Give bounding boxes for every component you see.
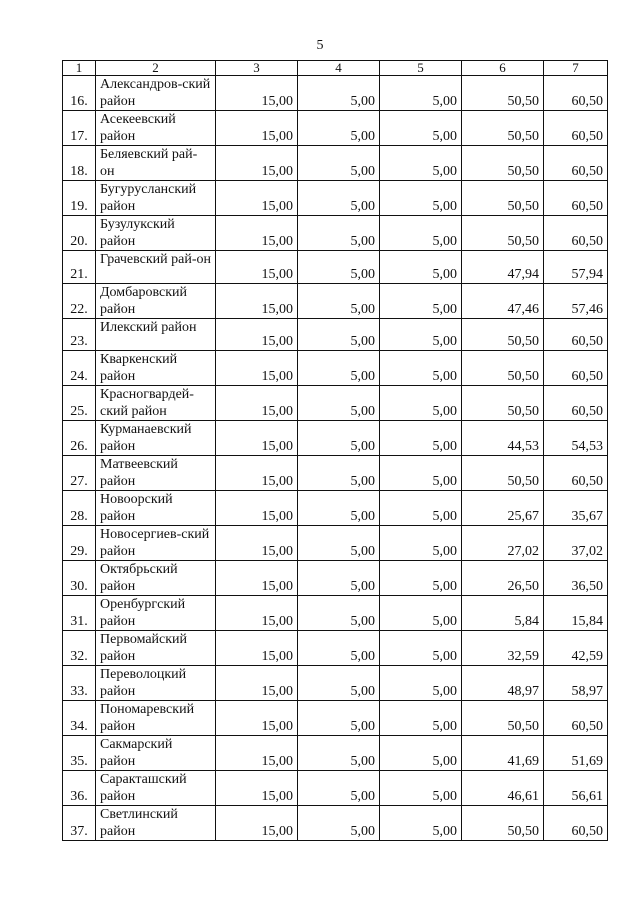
col-5-value: 5,00 xyxy=(380,561,462,596)
table-row xyxy=(63,283,608,318)
col-5-value: 5,00 xyxy=(380,283,462,318)
district-name: Асекеевский район xyxy=(96,111,216,146)
table-row xyxy=(63,561,608,596)
col-4-value: 5,00 xyxy=(298,146,380,181)
district-name: Александров-ский район xyxy=(96,76,216,111)
col-4-value: 5,00 xyxy=(298,771,380,806)
header-col-4: 4 xyxy=(298,61,380,76)
col-6-value: 50,50 xyxy=(462,146,544,181)
col-7-value: 35,67 xyxy=(544,491,608,526)
col-3-value: 15,00 xyxy=(216,561,298,596)
district-name: Бугурусланский район xyxy=(96,181,216,216)
header-col-2: 2 xyxy=(96,61,216,76)
header-row xyxy=(63,61,608,76)
col-7-value: 60,50 xyxy=(544,456,608,491)
col-6-value: 50,50 xyxy=(462,111,544,146)
col-7-value: 60,50 xyxy=(544,701,608,736)
col-3-value: 15,00 xyxy=(216,701,298,736)
col-4-value: 5,00 xyxy=(298,386,380,421)
col-5-value: 5,00 xyxy=(380,111,462,146)
col-5-value: 5,00 xyxy=(380,596,462,631)
row-number: 16. xyxy=(63,76,96,111)
col-3-value: 15,00 xyxy=(216,181,298,216)
col-4-value: 5,00 xyxy=(298,421,380,456)
col-4-value: 5,00 xyxy=(298,283,380,318)
row-number: 26. xyxy=(63,421,96,456)
col-7-value: 60,50 xyxy=(544,146,608,181)
col-4-value: 5,00 xyxy=(298,701,380,736)
col-6-value: 50,50 xyxy=(462,76,544,111)
col-7-value: 37,02 xyxy=(544,526,608,561)
table-row xyxy=(63,318,608,351)
col-5-value: 5,00 xyxy=(380,76,462,111)
col-6-value: 50,50 xyxy=(462,386,544,421)
table-row xyxy=(63,351,608,386)
table-row xyxy=(63,666,608,701)
col-6-value: 50,50 xyxy=(462,318,544,351)
header-col-6: 6 xyxy=(462,61,544,76)
col-5-value: 5,00 xyxy=(380,146,462,181)
col-7-value: 58,97 xyxy=(544,666,608,701)
row-number: 28. xyxy=(63,491,96,526)
col-5-value: 5,00 xyxy=(380,181,462,216)
col-3-value: 15,00 xyxy=(216,456,298,491)
header-col-3: 3 xyxy=(216,61,298,76)
col-3-value: 15,00 xyxy=(216,76,298,111)
district-name: Переволоцкий район xyxy=(96,666,216,701)
col-6-value: 46,61 xyxy=(462,771,544,806)
col-6-value: 50,50 xyxy=(462,216,544,251)
header-col-7: 7 xyxy=(544,61,608,76)
district-name: Бузулукский район xyxy=(96,216,216,251)
row-number: 34. xyxy=(63,701,96,736)
col-6-value: 44,53 xyxy=(462,421,544,456)
row-number: 37. xyxy=(63,806,96,841)
col-5-value: 5,00 xyxy=(380,318,462,351)
row-number: 24. xyxy=(63,351,96,386)
col-7-value: 60,50 xyxy=(544,111,608,146)
col-5-value: 5,00 xyxy=(380,666,462,701)
district-table xyxy=(62,60,608,841)
col-3-value: 15,00 xyxy=(216,216,298,251)
district-name: Новоорский район xyxy=(96,491,216,526)
row-number: 20. xyxy=(63,216,96,251)
table-row xyxy=(63,76,608,111)
row-number: 32. xyxy=(63,631,96,666)
col-5-value: 5,00 xyxy=(380,771,462,806)
district-name: Грачевский рай-он xyxy=(96,251,216,284)
col-5-value: 5,00 xyxy=(380,631,462,666)
col-3-value: 15,00 xyxy=(216,491,298,526)
table-row xyxy=(63,526,608,561)
row-number: 31. xyxy=(63,596,96,631)
table-row xyxy=(63,771,608,806)
col-6-value: 26,50 xyxy=(462,561,544,596)
col-7-value: 60,50 xyxy=(544,318,608,351)
col-7-value: 57,46 xyxy=(544,283,608,318)
row-number: 22. xyxy=(63,283,96,318)
col-4-value: 5,00 xyxy=(298,491,380,526)
table-row xyxy=(63,701,608,736)
district-name: Саракташский район xyxy=(96,771,216,806)
district-name: Пономаревский район xyxy=(96,701,216,736)
row-number: 21. xyxy=(63,251,96,284)
col-6-value: 41,69 xyxy=(462,736,544,771)
col-5-value: 5,00 xyxy=(380,251,462,284)
col-7-value: 60,50 xyxy=(544,216,608,251)
table-row xyxy=(63,251,608,284)
col-5-value: 5,00 xyxy=(380,351,462,386)
col-3-value: 15,00 xyxy=(216,283,298,318)
district-name: Курманаевский район xyxy=(96,421,216,456)
col-4-value: 5,00 xyxy=(298,561,380,596)
col-4-value: 5,00 xyxy=(298,76,380,111)
col-6-value: 50,50 xyxy=(462,181,544,216)
col-7-value: 36,50 xyxy=(544,561,608,596)
header-col-1: 1 xyxy=(63,61,96,76)
col-7-value: 57,94 xyxy=(544,251,608,284)
district-name: Беляевский рай-он xyxy=(96,146,216,181)
row-number: 36. xyxy=(63,771,96,806)
row-number: 23. xyxy=(63,318,96,351)
table-row xyxy=(63,386,608,421)
col-3-value: 15,00 xyxy=(216,806,298,841)
col-7-value: 60,50 xyxy=(544,351,608,386)
col-3-value: 15,00 xyxy=(216,386,298,421)
district-name: Оренбургский район xyxy=(96,596,216,631)
col-7-value: 60,50 xyxy=(544,386,608,421)
district-name: Новосергиев-ский район xyxy=(96,526,216,561)
col-3-value: 15,00 xyxy=(216,251,298,284)
row-number: 25. xyxy=(63,386,96,421)
col-3-value: 15,00 xyxy=(216,111,298,146)
col-4-value: 5,00 xyxy=(298,596,380,631)
col-6-value: 47,94 xyxy=(462,251,544,284)
col-7-value: 60,50 xyxy=(544,806,608,841)
col-7-value: 15,84 xyxy=(544,596,608,631)
table-row xyxy=(63,146,608,181)
table-row xyxy=(63,181,608,216)
col-3-value: 15,00 xyxy=(216,736,298,771)
col-3-value: 15,00 xyxy=(216,631,298,666)
col-5-value: 5,00 xyxy=(380,491,462,526)
col-7-value: 42,59 xyxy=(544,631,608,666)
table-row xyxy=(63,421,608,456)
col-4-value: 5,00 xyxy=(298,456,380,491)
district-name: Первомайский район xyxy=(96,631,216,666)
col-5-value: 5,00 xyxy=(380,701,462,736)
col-3-value: 15,00 xyxy=(216,421,298,456)
col-3-value: 15,00 xyxy=(216,596,298,631)
col-7-value: 51,69 xyxy=(544,736,608,771)
row-number: 30. xyxy=(63,561,96,596)
row-number: 29. xyxy=(63,526,96,561)
col-6-value: 50,50 xyxy=(462,351,544,386)
table-row xyxy=(63,491,608,526)
col-5-value: 5,00 xyxy=(380,806,462,841)
col-6-value: 5,84 xyxy=(462,596,544,631)
col-6-value: 27,02 xyxy=(462,526,544,561)
table-row xyxy=(63,596,608,631)
col-5-value: 5,00 xyxy=(380,216,462,251)
col-4-value: 5,00 xyxy=(298,666,380,701)
table-row xyxy=(63,111,608,146)
row-number: 18. xyxy=(63,146,96,181)
col-7-value: 56,61 xyxy=(544,771,608,806)
col-3-value: 15,00 xyxy=(216,526,298,561)
col-6-value: 32,59 xyxy=(462,631,544,666)
row-number: 33. xyxy=(63,666,96,701)
col-6-value: 47,46 xyxy=(462,283,544,318)
row-number: 17. xyxy=(63,111,96,146)
table-row xyxy=(63,806,608,841)
col-4-value: 5,00 xyxy=(298,631,380,666)
col-4-value: 5,00 xyxy=(298,736,380,771)
col-4-value: 5,00 xyxy=(298,318,380,351)
district-name: Светлинский район xyxy=(96,806,216,841)
col-5-value: 5,00 xyxy=(380,526,462,561)
table-row xyxy=(63,216,608,251)
table-row xyxy=(63,736,608,771)
row-number: 27. xyxy=(63,456,96,491)
col-3-value: 15,00 xyxy=(216,351,298,386)
col-3-value: 15,00 xyxy=(216,771,298,806)
table-row xyxy=(63,456,608,491)
page-number: 5 xyxy=(316,38,324,53)
col-3-value: 15,00 xyxy=(216,318,298,351)
district-name: Кваркенский район xyxy=(96,351,216,386)
district-name: Илекский район xyxy=(96,318,216,351)
col-3-value: 15,00 xyxy=(216,666,298,701)
col-7-value: 60,50 xyxy=(544,76,608,111)
col-4-value: 5,00 xyxy=(298,526,380,561)
row-number: 35. xyxy=(63,736,96,771)
col-7-value: 54,53 xyxy=(544,421,608,456)
col-4-value: 5,00 xyxy=(298,181,380,216)
header-col-5: 5 xyxy=(380,61,462,76)
col-5-value: 5,00 xyxy=(380,421,462,456)
col-7-value: 60,50 xyxy=(544,181,608,216)
col-4-value: 5,00 xyxy=(298,351,380,386)
col-6-value: 25,67 xyxy=(462,491,544,526)
col-5-value: 5,00 xyxy=(380,386,462,421)
district-name: Сакмарский район xyxy=(96,736,216,771)
district-name: Октябрьский район xyxy=(96,561,216,596)
col-3-value: 15,00 xyxy=(216,146,298,181)
district-name: Матвеевский район xyxy=(96,456,216,491)
district-name: Красногвардей-ский район xyxy=(96,386,216,421)
table-row xyxy=(63,631,608,666)
col-5-value: 5,00 xyxy=(380,456,462,491)
col-6-value: 50,50 xyxy=(462,701,544,736)
row-number: 19. xyxy=(63,181,96,216)
col-6-value: 48,97 xyxy=(462,666,544,701)
col-5-value: 5,00 xyxy=(380,736,462,771)
district-name: Домбаровский район xyxy=(96,283,216,318)
col-6-value: 50,50 xyxy=(462,456,544,491)
col-4-value: 5,00 xyxy=(298,216,380,251)
table-body xyxy=(63,76,608,841)
col-4-value: 5,00 xyxy=(298,251,380,284)
col-6-value: 50,50 xyxy=(462,806,544,841)
col-4-value: 5,00 xyxy=(298,111,380,146)
col-4-value: 5,00 xyxy=(298,806,380,841)
